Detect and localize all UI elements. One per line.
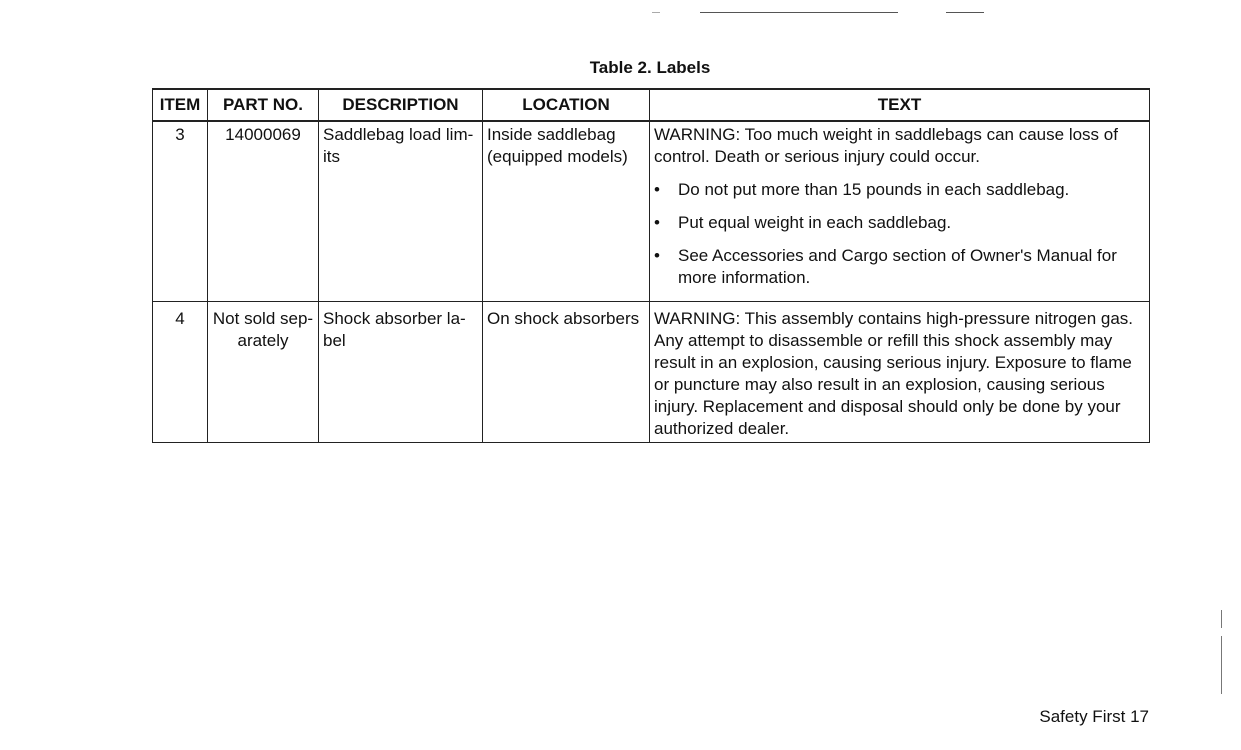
warning-text: WARNING: This assembly contains high-pressure nitrogen gas. Any attempt to disassemble or refill this shock assembly may result in an explosion, causing serious injury. Exposure to flame or puncture may also result in an explosion, causing serious injury. Replacement and disposal should only be done by your authorized dealer. [654, 309, 1134, 438]
list-item [654, 179, 1145, 201]
text-cell [650, 121, 1150, 302]
scan-edge-mark [1221, 610, 1222, 628]
table-row [153, 302, 1150, 443]
column-header-item: ITEM [153, 89, 208, 121]
description-cell: Saddlebag load lim-its [319, 121, 483, 302]
scan-artifact-line [700, 12, 898, 13]
labels-table [152, 88, 1150, 443]
item-cell: 4 [153, 302, 208, 443]
bullet-list [654, 179, 1145, 289]
part-no-cell: 14000069 [208, 121, 319, 302]
page-footer: Safety First 17 [1039, 707, 1149, 726]
bullet-icon: • [654, 213, 660, 232]
column-header-description: DESCRIPTION [319, 89, 483, 121]
list-item [654, 245, 1145, 289]
scan-artifact-line [946, 12, 984, 13]
table-header-row [153, 89, 1150, 121]
bullet-text: Put equal weight in each saddlebag. [678, 213, 952, 232]
bullet-icon: • [654, 180, 660, 199]
scan-edge-mark [1221, 636, 1222, 694]
bullet-icon: • [654, 246, 660, 265]
text-cell [650, 302, 1150, 443]
table-title: Table 2. Labels [589, 58, 711, 77]
column-header-location: LOCATION [483, 89, 650, 121]
warning-text: WARNING: Too much weight in saddlebags can cause loss of control. Death or serious injury could occur. [654, 125, 1118, 166]
scan-artifact-line [652, 12, 660, 13]
location-cell: On shock absorbers [483, 302, 650, 443]
list-item [654, 212, 1145, 234]
item-cell: 3 [153, 121, 208, 302]
column-header-text: TEXT [650, 89, 1150, 121]
description-cell: Shock absorber la-bel [319, 302, 483, 443]
table-row [153, 121, 1150, 302]
bullet-text: See Accessories and Cargo section of Owner's Manual for more information. [678, 246, 1117, 287]
bullet-text: Do not put more than 15 pounds in each saddlebag. [678, 180, 1070, 199]
part-no-cell: Not sold sep-arately [208, 302, 319, 443]
location-cell: Inside saddlebag (equipped models) [483, 121, 650, 302]
column-header-part-no: PART NO. [208, 89, 319, 121]
